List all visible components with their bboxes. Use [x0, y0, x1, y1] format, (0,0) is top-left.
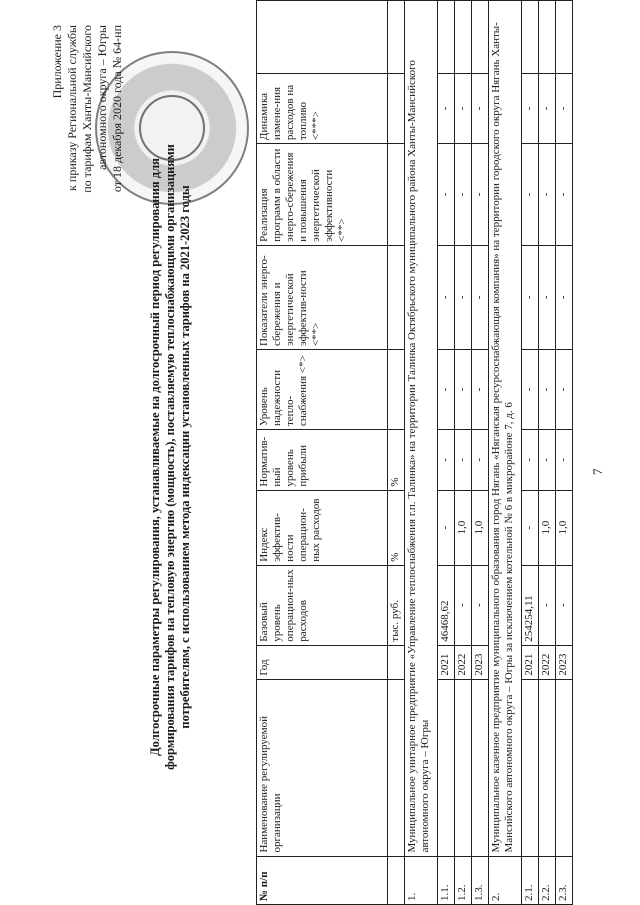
row-num: 2.3.	[556, 856, 573, 904]
header-base: Базовый уровень операцион-ных расходов	[257, 565, 388, 645]
header-num: № п/п	[257, 856, 388, 904]
row-norm: -	[472, 430, 489, 491]
row-energy: -	[472, 245, 489, 349]
row-reliability: -	[556, 350, 573, 430]
row-index: -	[522, 490, 539, 565]
appendix-line-5: от 18 декабря 2020 года № 64-нп	[110, 25, 124, 193]
title-line-2: формирования тарифов на тепловую энергию (мощность), поставляемую теплоснабжающими организациями	[163, 144, 177, 770]
row-energy: -	[438, 245, 455, 349]
row-num: 2.2.	[539, 856, 556, 904]
row-index: -	[438, 490, 455, 565]
row-base: 46468,62	[438, 565, 455, 645]
row-index: 1,0	[472, 490, 489, 565]
header-dynamics: Динамика измене-ния расходов на топливо <***>	[257, 73, 388, 143]
row-base: -	[556, 565, 573, 645]
table-row	[472, 1, 489, 905]
parameters-table	[256, 0, 573, 905]
table-row	[455, 1, 472, 905]
header-empty	[257, 1, 388, 74]
document-title	[148, 27, 193, 887]
units-row	[388, 1, 405, 905]
title-line-3: потребителям, с использованием метода индексации установленных тарифов на 2021-2023 годы	[178, 185, 192, 729]
row-num: 2.1.	[522, 856, 539, 904]
row-program: -	[556, 144, 573, 246]
row-year: 2023	[472, 645, 489, 679]
title-line-1: Долгосрочные параметры регулирования, устанавливаемые на долгосрочный период регулирования для	[148, 158, 162, 756]
row-reliability: -	[472, 350, 489, 430]
section-title: Муниципальное казенное предприятие муниципального образования город Нягань «Няганская ресурсоснабжающая компания» на территории городского округа Нягань Ханты-Мансийского автономного округа – Югры за исключением котельной № 6 в микрорайоне 7, д. 6	[489, 1, 522, 857]
appendix-line-4: автономного округа – Югры	[95, 25, 109, 170]
row-base: 254254,11	[522, 565, 539, 645]
row-norm: -	[522, 430, 539, 491]
header-reliability: Уровень надежности тепло-снабжения <*>	[257, 350, 388, 430]
unit-norm: %	[388, 430, 405, 491]
row-num: 1.3.	[472, 856, 489, 904]
row-index: 1,0	[556, 490, 573, 565]
table-row	[556, 1, 573, 905]
header-program: Реализация программ в области энерго-сбережения и повышения энергетической эффективности <**>	[257, 144, 388, 246]
row-program: -	[539, 144, 556, 246]
row-year: 2022	[455, 645, 472, 679]
page-number: 7	[590, 468, 605, 475]
row-energy: -	[522, 245, 539, 349]
row-dynamics: -	[455, 73, 472, 143]
row-norm: -	[556, 430, 573, 491]
row-year: 2021	[438, 645, 455, 679]
row-dynamics: -	[522, 73, 539, 143]
appendix-line-2: к приказу Региональной службы	[65, 25, 79, 191]
section-num: 2.	[489, 856, 522, 904]
row-year: 2023	[556, 645, 573, 679]
row-program: -	[522, 144, 539, 246]
header-norm: Норматив-ный уровень прибыли	[257, 430, 388, 491]
section-num: 1.	[405, 856, 438, 904]
row-index: 1,0	[539, 490, 556, 565]
row-reliability: -	[438, 350, 455, 430]
row-program: -	[438, 144, 455, 246]
unit-base: тыс. руб.	[388, 565, 405, 645]
row-energy: -	[556, 245, 573, 349]
row-reliability: -	[522, 350, 539, 430]
row-base: -	[455, 565, 472, 645]
appendix-line-3: по тарифам Ханты-Мансийского	[80, 25, 94, 193]
row-base: -	[539, 565, 556, 645]
row-base: -	[472, 565, 489, 645]
unit-index: %	[388, 490, 405, 565]
row-norm: -	[455, 430, 472, 491]
row-program: -	[472, 144, 489, 246]
header-index: Индекс эффектив-ности операцион-ных расходов	[257, 490, 388, 565]
row-year: 2021	[522, 645, 539, 679]
header-row	[257, 1, 388, 905]
appendix-header	[50, 25, 125, 245]
row-dynamics: -	[556, 73, 573, 143]
row-energy: -	[539, 245, 556, 349]
appendix-line-1: Приложение 3	[50, 25, 64, 99]
row-reliability: -	[455, 350, 472, 430]
section-title: Муниципальное унитарное предприятие «Управление теплоснабжения г.п. Талинка» на территории Талинка Октябрьского муниципального района Ханты-Мансийского автономного округа – Югры	[405, 1, 438, 857]
row-norm: -	[438, 430, 455, 491]
row-num: 1.1.	[438, 856, 455, 904]
section-row	[489, 1, 522, 905]
header-name: Наименование регулируемой организации	[257, 679, 388, 856]
section-row	[405, 1, 438, 905]
row-year: 2022	[539, 645, 556, 679]
row-dynamics: -	[438, 73, 455, 143]
row-energy: -	[455, 245, 472, 349]
row-index: 1,0	[455, 490, 472, 565]
row-norm: -	[539, 430, 556, 491]
table-row	[438, 1, 455, 905]
row-dynamics: -	[539, 73, 556, 143]
header-energy: Показатели энерго-сбережения и энергетической эффектив-ности <**>	[257, 245, 388, 349]
header-year: Год	[257, 645, 388, 679]
row-program: -	[455, 144, 472, 246]
row-reliability: -	[539, 350, 556, 430]
table-row	[522, 1, 539, 905]
row-num: 1.2.	[455, 856, 472, 904]
table-row	[539, 1, 556, 905]
row-dynamics: -	[472, 73, 489, 143]
